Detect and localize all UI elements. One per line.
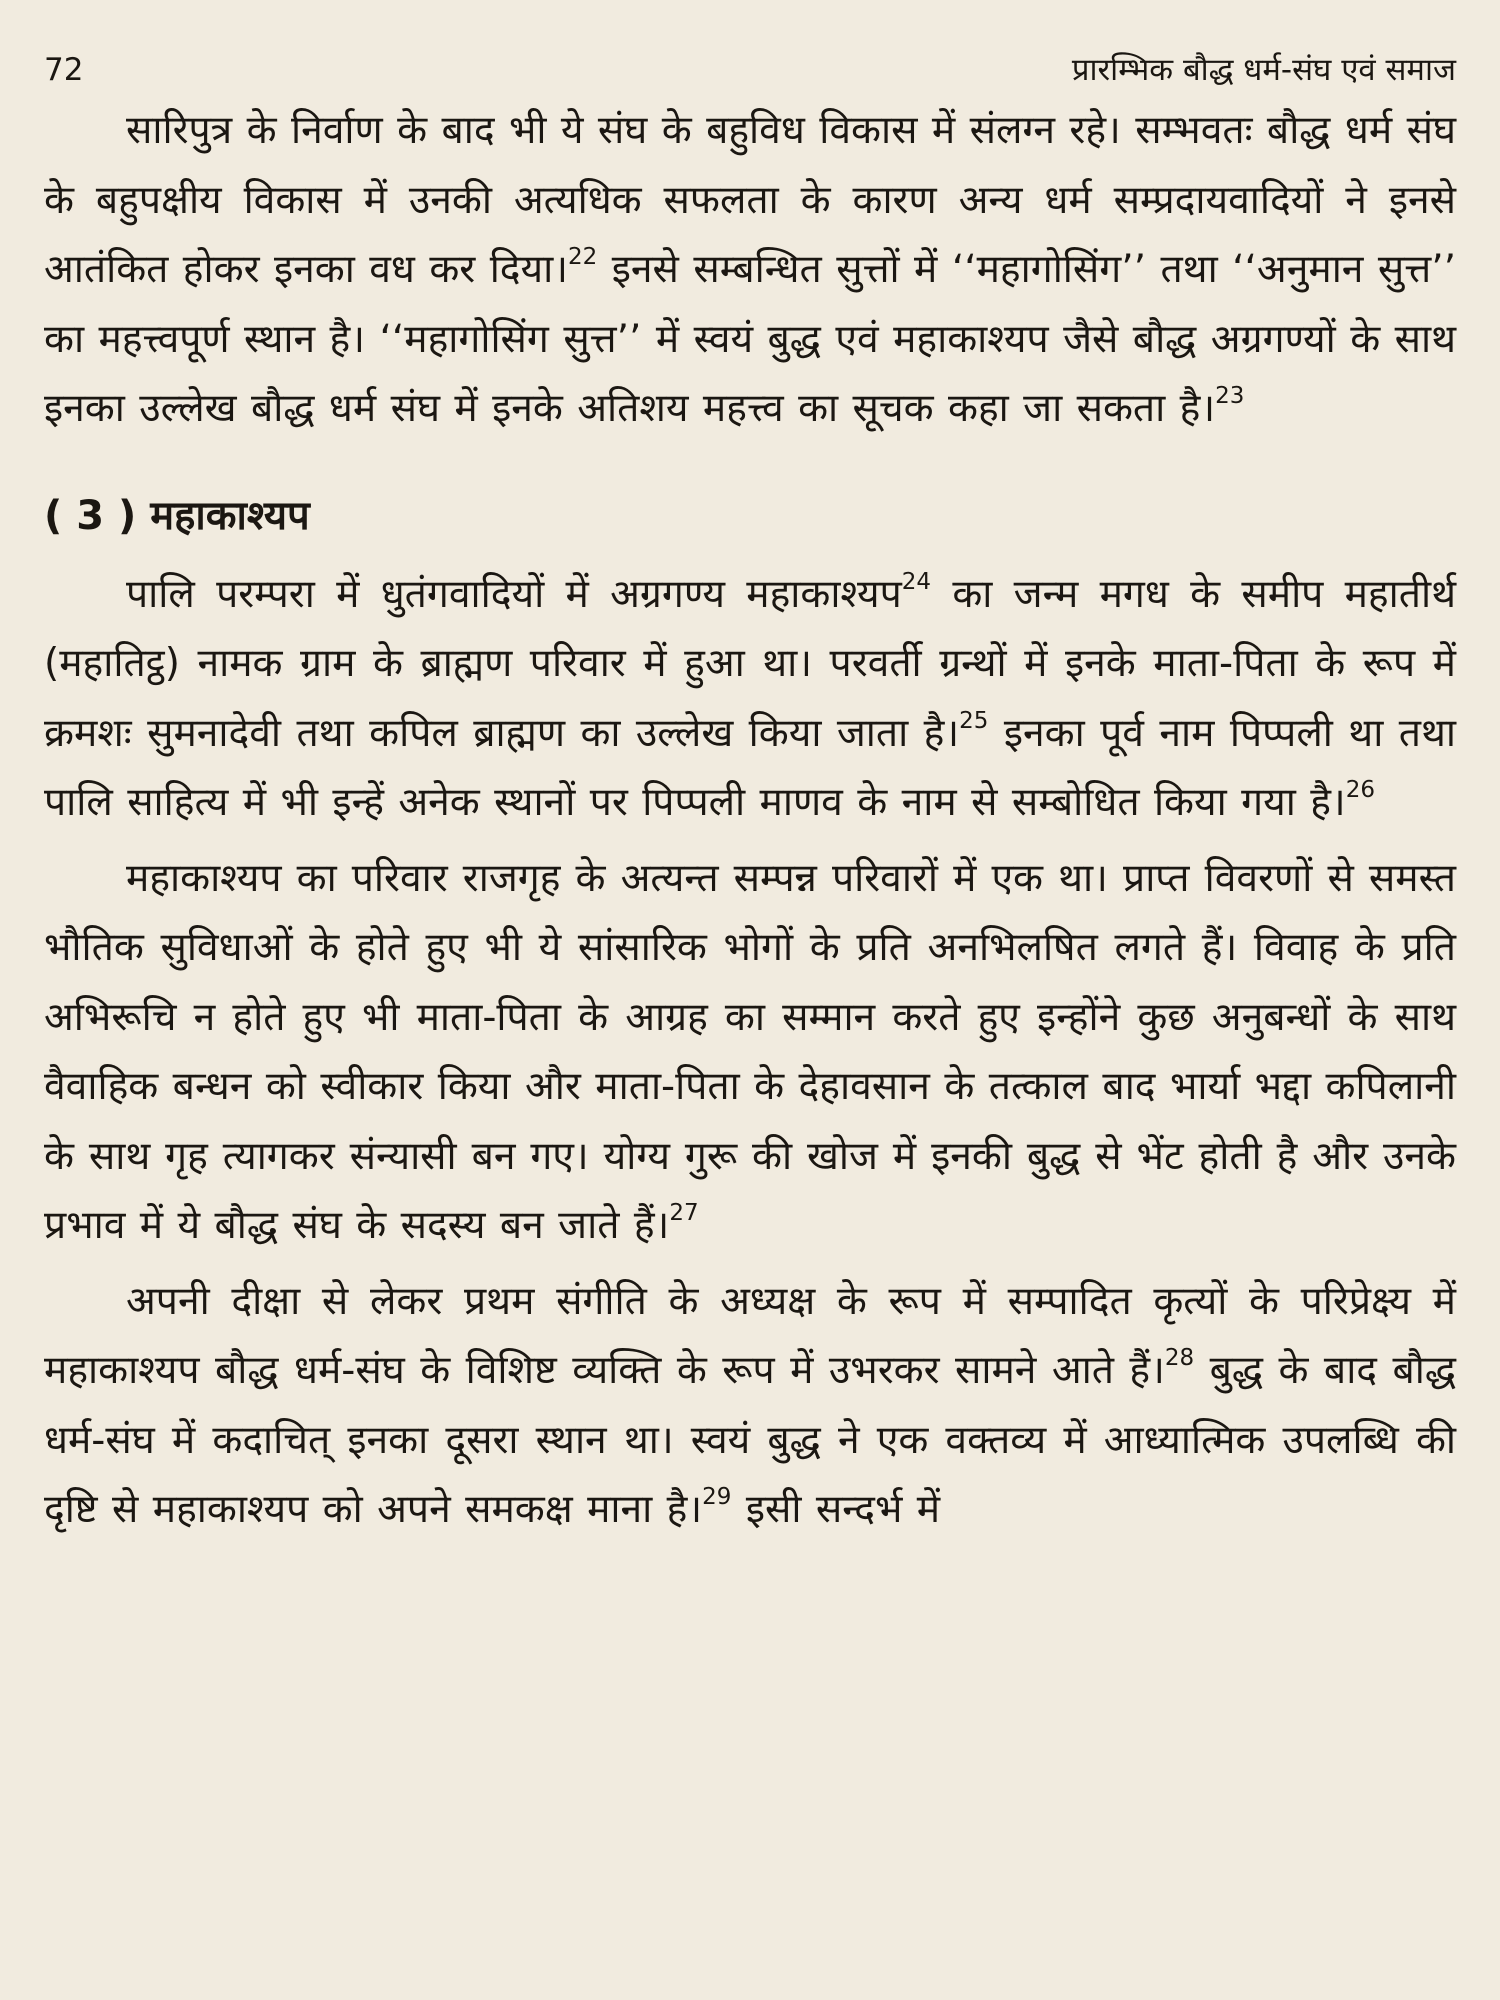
paragraph-sariputra bbox=[44, 96, 1456, 444]
paragraph-text: इनका पूर्व नाम पिप्पली था तथा पालि साहित्य में भी इन्हें अनेक स्थानों पर पिप्पली माणव के नाम से सम्बोधित किया गया है। bbox=[44, 710, 1456, 825]
footnote-ref-22[interactable]: 22 bbox=[568, 244, 598, 270]
footnote-ref-23[interactable]: 23 bbox=[1215, 383, 1245, 409]
paragraph-birth bbox=[44, 560, 1456, 838]
paragraph-status bbox=[44, 1267, 1456, 1545]
footnote-ref-27[interactable]: 27 bbox=[669, 1200, 699, 1226]
running-title: प्रारम्भिक बौद्ध धर्म-संघ एवं समाज bbox=[1071, 52, 1456, 88]
section-number: ( 3 ) bbox=[44, 492, 137, 539]
section-title: महाकाश्यप bbox=[150, 492, 310, 539]
paragraph-text: सारिपुत्र के निर्वाण के बाद भी ये संघ के बहुविध विकास में संलग्न रहे। सम्भवतः बौद्ध धर्म संघ के बहुपक्षीय विकास में उनकी अत्यधिक सफलता के कारण अन्य धर्म सम्प्रदायवादियों ने इनसे आतंकित होकर इनका वध कर दिया। bbox=[44, 108, 1456, 292]
footnote-ref-29[interactable]: 29 bbox=[702, 1484, 732, 1510]
paragraph-text: इनसे सम्बन्धित सुत्तों में ‘‘महागोसिंग’’ तथा ‘‘अनुमान सुत्त’’ का महत्त्वपूर्ण स्थान है। ‘‘महागोसिंग सुत्त’’ में स्वयं बुद्ध एवं महाकाश्यप जैसे बौद्ध अग्रगण्यों के साथ इनका उल्लेख बौद्ध धर्म संघ में इनके अतिशय महत्त्व का सूचक कहा जा सकता है। bbox=[44, 247, 1456, 431]
page-number: 72 bbox=[44, 52, 84, 88]
paragraph-text: का जन्म मगध के समीप महातीर्थ (महातिट्ठ) नामक ग्राम के ब्राह्मण परिवार में हुआ था। परवर्ती ग्रन्थों में इनके माता-पिता के रूप में क्रमशः सुमनादेवी तथा कपिल ब्राह्मण का उल्लेख किया जाता है। bbox=[44, 571, 1456, 756]
paragraph-text: महाकाश्यप का परिवार राजगृह के अत्यन्त सम्पन्न परिवारों में एक था। प्राप्त विवरणों से समस्त भौतिक सुविधाओं के होते हुए भी ये सांसारिक भोगों के प्रति अनभिलषित लगते हैं। विवाह के प्रति अभिरूचि न होते हुए भी माता-पिता के आग्रह का सम्मान करते हुए इन्होंने कुछ अनुबन्धों के साथ वैवाहिक बन्धन को स्वीकार किया और माता-पिता के देहावसान के तत्काल बाद भार्या भद्दा कपिलानी के साथ गृह त्यागकर संन्यासी बन गए। योग्य गुरू की खोज में इनकी बुद्ध से भेंट होती है और उनके प्रभाव में ये बौद्ध संघ के सदस्य बन जाते हैं। bbox=[44, 855, 1456, 1248]
page-header bbox=[44, 50, 1456, 90]
paragraph-text: बुद्ध के बाद बौद्ध धर्म-संघ में कदाचित् इनका दूसरा स्थान था। स्वयं बुद्ध ने एक वक्तव्य में आध्यात्मिक उपलब्धि की दृष्टि से महाकाश्यप को अपने समकक्ष माना है। bbox=[44, 1348, 1456, 1532]
paragraph-text: इसी सन्दर्भ में bbox=[731, 1487, 941, 1532]
footnote-ref-24[interactable]: 24 bbox=[901, 568, 932, 595]
paragraph-text: पालि परम्परा में धुतंगवादियों में अग्रगण्य महाकाश्यप bbox=[126, 571, 902, 617]
paragraph-family bbox=[44, 844, 1456, 1261]
footnote-ref-26[interactable]: 26 bbox=[1345, 777, 1375, 803]
footnote-ref-25[interactable]: 25 bbox=[959, 707, 989, 734]
section-heading bbox=[44, 480, 1456, 552]
paragraph-text: अपनी दीक्षा से लेकर प्रथम संगीति के अध्यक्ष के रूप में सम्पादित कृत्यों के परिप्रेक्ष्य में महाकाश्यप बौद्ध धर्म-संघ के विशिष्ट व्यक्ति के रूप में उभरकर सामने आते हैं। bbox=[44, 1278, 1456, 1393]
footnote-ref-28[interactable]: 28 bbox=[1164, 1345, 1195, 1371]
